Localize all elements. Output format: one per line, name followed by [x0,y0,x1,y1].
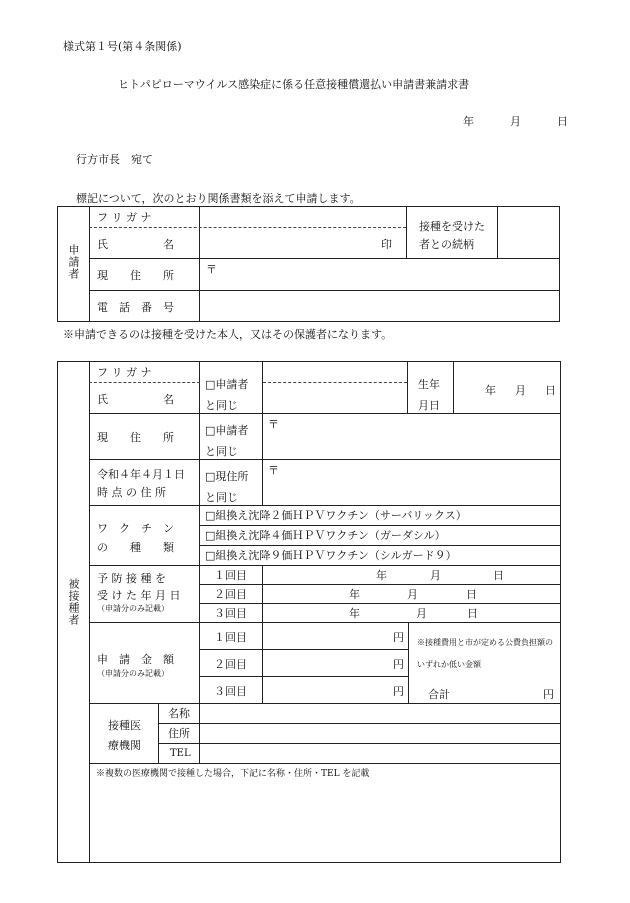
address-same-checkbox[interactable]: □申請者 と同じ [205,424,249,458]
multi-clinic-field[interactable] [90,782,560,862]
clinic-name-label: 名称 [168,707,190,720]
birth-year: 年 [485,384,496,397]
amount-dose-3-field[interactable] [263,677,391,703]
applicant-postal-mark: 〒 [206,263,217,276]
total-label: 合計 [428,688,450,701]
dose-1-label: １回目 [214,569,247,582]
relation-field[interactable] [498,207,559,257]
dose-2-label: ２回目 [214,588,247,601]
applicant-name-field[interactable] [200,228,405,258]
vaccinee-address-label: 現 住 所 [97,431,174,444]
amount-dose-3-label: ３回目 [214,685,247,698]
total-amount-field[interactable] [455,682,540,702]
applicant-furigana-label: フ リ ガ ナ [97,211,152,224]
birth-day: 日 [545,384,556,397]
applicant-address-field[interactable] [200,259,559,289]
vaccine-type-label: ワ ク チ ン の 種 類 [97,522,174,554]
amount-dose-3-yen: 円 [393,685,404,698]
vaccinee-postal-mark: 〒 [268,418,279,431]
date-day: 日 [557,115,568,128]
dose-2-month: 月 [407,588,418,601]
applicant-address-label: 現 住 所 [97,269,174,282]
applicant-note: ※申請できるのは接種を受けた本人，又はその保護者になります。 [63,328,393,341]
r4-same-checkbox[interactable]: □現住所 と同じ [205,470,249,504]
amount-dose-2-field[interactable] [263,650,391,676]
dose-2-date-field[interactable] [263,585,560,603]
vaccinee-name-field[interactable] [263,383,406,412]
vaccinee-name-label: 氏 名 [97,393,174,406]
applicant-name-label: 氏 名 [97,238,174,251]
intro-text: 標記について，次のとおり関係書類を添えて申請します。 [76,192,361,205]
vaccine-option-bivalent[interactable]: □組換え沈降２価ＨＰＶワクチン（サーバリックス） [205,509,467,522]
vaccinee-address-field[interactable] [263,414,560,458]
applicant-section-label: 申請者 [67,244,80,280]
amount-dose-2-label: ２回目 [214,658,247,671]
dose-2-day: 日 [466,588,477,601]
clinic-address-label: 住所 [168,727,190,740]
r4-address-field[interactable] [263,460,560,504]
birth-label: 生年 月日 [418,378,440,412]
dose-3-date-field[interactable] [263,604,560,622]
r4-postal-mark: 〒 [268,464,279,477]
clinic-label: 接種医 療機関 [108,719,141,752]
amount-dose-2-yen: 円 [393,658,404,671]
addressee: 行方市長 宛て [76,153,153,166]
clinic-address-field[interactable] [200,724,560,743]
amount-dose-1-field[interactable] [263,623,391,649]
multi-clinic-note: ※複数の医療機関で接種した場合，下記に名称・住所・TEL を記載 [96,769,370,779]
dose-3-label: ３回目 [214,607,247,620]
name-same-checkbox[interactable]: □申請者 と同じ [205,378,249,412]
date-year: 年 [463,115,474,128]
form-number: 様式第１号(第４条関係) [63,40,182,53]
applicant-phone-field[interactable] [200,291,559,321]
r4-address-label: 令和４年４月１日 時 点 の 住 所 [97,468,185,499]
amount-dose-1-label: １回目 [214,631,247,644]
form-title: ヒトパピローマウイルス感染症に係る任意接種償還払い申請書兼請求書 [118,78,470,91]
seal-mark: 印 [381,238,392,251]
clinic-tel-field[interactable] [200,744,560,763]
total-yen: 円 [543,688,554,701]
dose-1-date-field[interactable] [263,566,560,584]
date-month: 月 [510,115,521,128]
dose-3-month: 月 [416,607,427,620]
applicant-furigana-field[interactable] [200,207,405,227]
dose-3-year: 年 [349,607,360,620]
amount-note: ※接種費用と市が定める公費負担額の いずれか低い金額 [417,638,553,669]
dose-2-year: 年 [349,588,360,601]
birth-month: 月 [515,384,526,397]
relation-label: 接種を受けた 者との続柄 [419,220,485,251]
clinic-name-field[interactable] [200,704,560,723]
vaccinee-furigana-label: フ リ ガ ナ [97,366,152,379]
vaccine-option-quadrivalent[interactable]: □組換え沈降４価ＨＰＶワクチン（ガーダシル） [205,529,446,542]
clinic-tel-label: TEL [170,748,191,759]
vaccine-option-nonavalent[interactable]: □組換え沈降９価ＨＰＶワクチン（シルガード９） [205,549,457,562]
vaccinee-section-label: 被接種者 [67,578,80,626]
vaccination-date-label: 予 防 接 種 を 受 け た 年 月 日 （申請分のみ記載） [97,572,181,613]
dose-1-year: 年 [376,569,387,582]
dose-1-month: 月 [430,569,441,582]
applicant-phone-label: 電 話 番 号 [97,301,174,314]
dose-1-day: 日 [493,569,504,582]
amount-label: 申 請 金 額 （申請分のみ記載） [97,653,174,678]
dose-3-day: 日 [467,607,478,620]
amount-dose-1-yen: 円 [393,631,404,644]
